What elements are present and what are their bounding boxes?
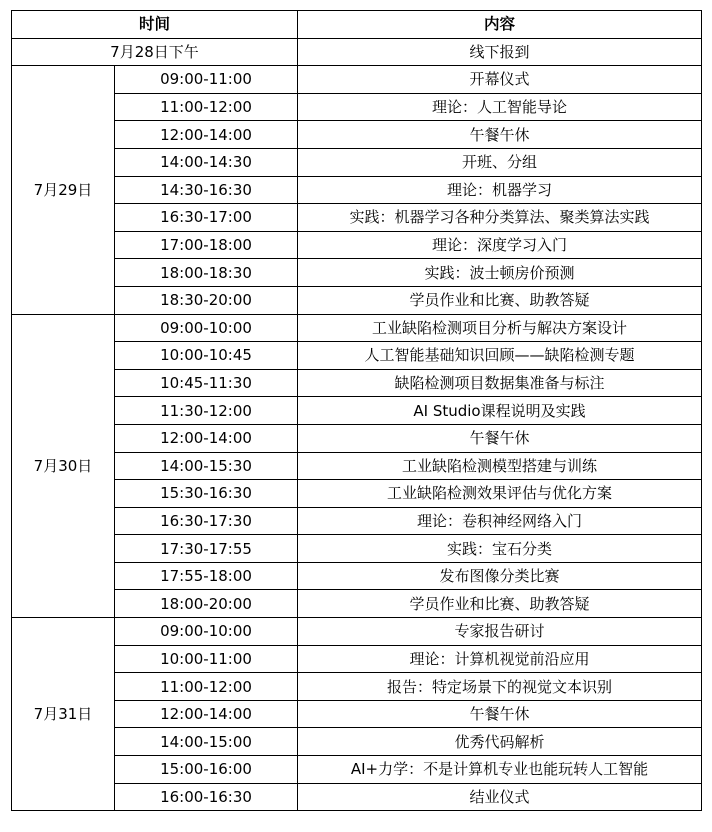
- time-cell: 17:00-18:00: [115, 231, 298, 259]
- time-cell: 10:00-10:45: [115, 342, 298, 370]
- schedule-row: [12, 535, 702, 563]
- content-cell: 开幕仪式: [298, 66, 702, 94]
- content-cell: 优秀代码解析: [298, 728, 702, 756]
- time-cell: 14:00-15:30: [115, 452, 298, 480]
- time-cell: 14:00-14:30: [115, 148, 298, 176]
- content-cell: 工业缺陷检测项目分析与解决方案设计: [298, 314, 702, 342]
- schedule-row: [12, 93, 702, 121]
- content-cell: AI+力学：不是计算机专业也能玩转人工智能: [298, 756, 702, 784]
- time-cell: 09:00-11:00: [115, 66, 298, 94]
- time-cell: 18:00-20:00: [115, 590, 298, 618]
- intro-time: 7月28日下午: [12, 38, 298, 66]
- content-cell: AI Studio课程说明及实践: [298, 397, 702, 425]
- schedule-row: [12, 673, 702, 701]
- time-cell: 14:30-16:30: [115, 176, 298, 204]
- content-cell: 理论：人工智能导论: [298, 93, 702, 121]
- schedule-row: [12, 286, 702, 314]
- content-cell: 理论：卷积神经网络入门: [298, 507, 702, 535]
- content-cell: 学员作业和比赛、助教答疑: [298, 590, 702, 618]
- schedule-row: [12, 783, 702, 811]
- schedule-row: [12, 562, 702, 590]
- content-cell: 理论：计算机视觉前沿应用: [298, 645, 702, 673]
- intro-row: [12, 38, 702, 66]
- time-cell: 17:30-17:55: [115, 535, 298, 563]
- schedule-row: [12, 424, 702, 452]
- schedule-row: [12, 480, 702, 508]
- time-cell: 10:45-11:30: [115, 369, 298, 397]
- time-cell: 12:00-14:00: [115, 121, 298, 149]
- time-cell: 17:55-18:00: [115, 562, 298, 590]
- schedule-row: [12, 397, 702, 425]
- time-cell: 11:00-12:00: [115, 93, 298, 121]
- time-cell: 09:00-10:00: [115, 618, 298, 646]
- time-cell: 11:00-12:00: [115, 673, 298, 701]
- content-cell: 缺陷检测项目数据集准备与标注: [298, 369, 702, 397]
- content-cell: 理论：深度学习入门: [298, 231, 702, 259]
- content-cell: 理论：机器学习: [298, 176, 702, 204]
- schedule-row: [12, 507, 702, 535]
- content-cell: 实践：波士顿房价预测: [298, 259, 702, 287]
- time-cell: 16:30-17:00: [115, 204, 298, 232]
- header-row: [12, 11, 702, 39]
- schedule-row: [12, 231, 702, 259]
- time-cell: 09:00-10:00: [115, 314, 298, 342]
- schedule-row: [12, 369, 702, 397]
- schedule-row: [12, 645, 702, 673]
- time-cell: 18:30-20:00: [115, 286, 298, 314]
- schedule-row: [12, 342, 702, 370]
- schedule-row: [12, 452, 702, 480]
- schedule-row: [12, 176, 702, 204]
- schedule-row: [12, 590, 702, 618]
- schedule-row: [12, 314, 702, 342]
- content-cell: 专家报告研讨: [298, 618, 702, 646]
- intro-content: 线下报到: [298, 38, 702, 66]
- content-cell: 工业缺陷检测模型搭建与训练: [298, 452, 702, 480]
- content-cell: 结业仪式: [298, 783, 702, 811]
- time-cell: 16:30-17:30: [115, 507, 298, 535]
- header-content: 内容: [298, 11, 702, 39]
- time-cell: 10:00-11:00: [115, 645, 298, 673]
- schedule-row: [12, 618, 702, 646]
- content-cell: 午餐午休: [298, 700, 702, 728]
- content-cell: 午餐午休: [298, 424, 702, 452]
- time-cell: 18:00-18:30: [115, 259, 298, 287]
- time-cell: 12:00-14:00: [115, 424, 298, 452]
- schedule-table: [11, 10, 702, 811]
- schedule-row: [12, 259, 702, 287]
- content-cell: 实践：宝石分类: [298, 535, 702, 563]
- content-cell: 实践：机器学习各种分类算法、聚类算法实践: [298, 204, 702, 232]
- time-cell: 15:30-16:30: [115, 480, 298, 508]
- day-label: 7月30日: [12, 314, 115, 618]
- content-cell: 午餐午休: [298, 121, 702, 149]
- schedule-row: [12, 756, 702, 784]
- day-label: 7月31日: [12, 618, 115, 811]
- schedule-row: [12, 700, 702, 728]
- content-cell: 人工智能基础知识回顾——缺陷检测专题: [298, 342, 702, 370]
- content-cell: 工业缺陷检测效果评估与优化方案: [298, 480, 702, 508]
- time-cell: 16:00-16:30: [115, 783, 298, 811]
- time-cell: 12:00-14:00: [115, 700, 298, 728]
- content-cell: 发布图像分类比赛: [298, 562, 702, 590]
- day-label: 7月29日: [12, 66, 115, 314]
- schedule-row: [12, 66, 702, 94]
- schedule-row: [12, 121, 702, 149]
- time-cell: 11:30-12:00: [115, 397, 298, 425]
- schedule-row: [12, 728, 702, 756]
- content-cell: 报告：特定场景下的视觉文本识别: [298, 673, 702, 701]
- content-cell: 学员作业和比赛、助教答疑: [298, 286, 702, 314]
- schedule-row: [12, 148, 702, 176]
- time-cell: 15:00-16:00: [115, 756, 298, 784]
- header-time: 时间: [12, 11, 298, 39]
- content-cell: 开班、分组: [298, 148, 702, 176]
- time-cell: 14:00-15:00: [115, 728, 298, 756]
- schedule-row: [12, 204, 702, 232]
